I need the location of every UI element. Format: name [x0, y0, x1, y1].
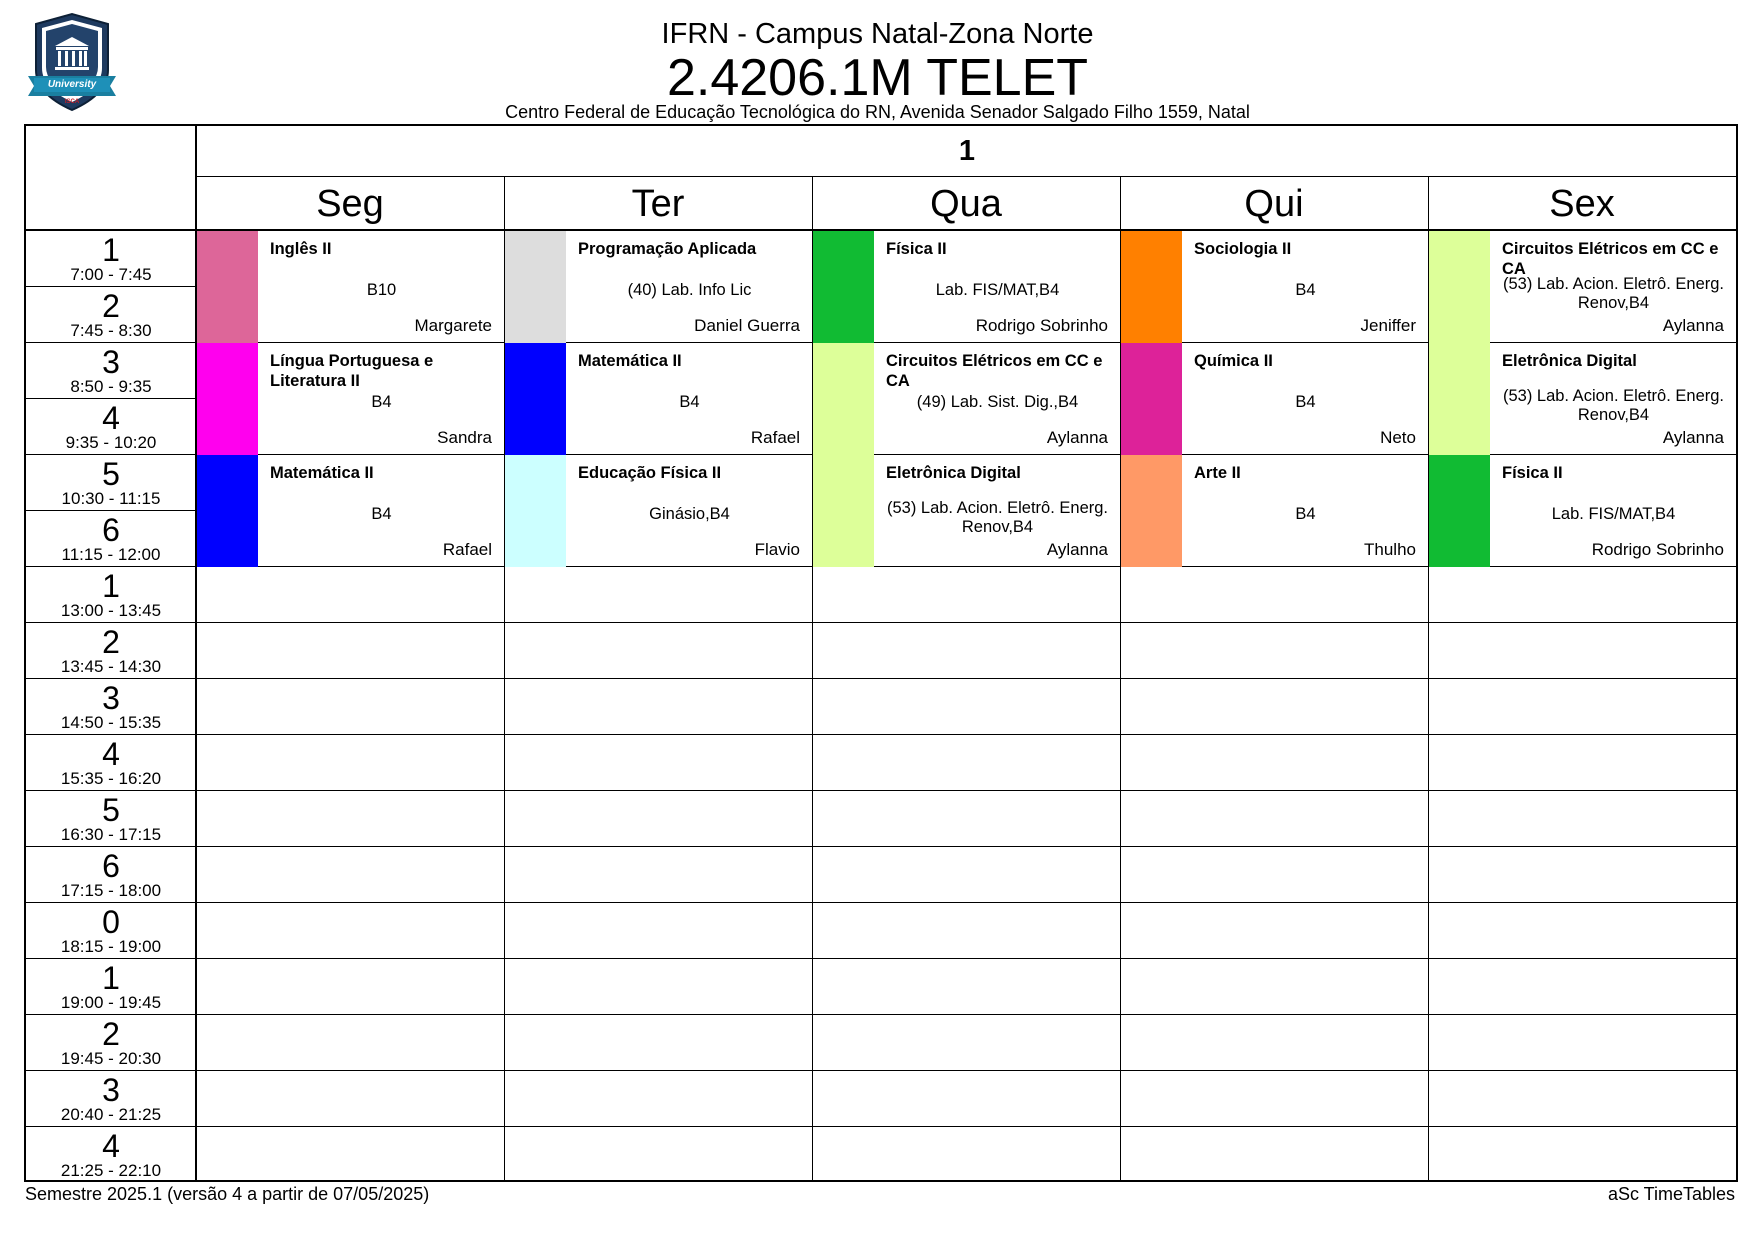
- period-number: 4: [102, 736, 120, 772]
- period-number: 2: [102, 624, 120, 660]
- period-number: 5: [102, 456, 120, 492]
- period-label: [26, 734, 196, 790]
- period-number: 0: [102, 904, 120, 940]
- period-label: [26, 510, 196, 566]
- lesson-teacher: Rafael: [442, 540, 492, 559]
- period-label: [26, 622, 196, 678]
- lesson-teacher: Thulho: [1364, 540, 1416, 559]
- period-label: [26, 902, 196, 958]
- lesson-teacher: Sandra: [437, 428, 492, 447]
- period-time: 11:15 - 12:00: [61, 545, 161, 564]
- subject-color-swatch: [1121, 455, 1182, 567]
- day-header-sex: Sex: [1549, 182, 1615, 225]
- lesson-room: (49) Lab. Sist. Dig.,B4: [916, 393, 1079, 411]
- lesson-subject: Inglês II: [270, 240, 332, 258]
- lesson-teacher: Aylanna: [1046, 540, 1108, 559]
- period-row-divider: [24, 790, 1738, 791]
- period-label: [26, 790, 196, 846]
- period-label: [26, 454, 196, 510]
- period-time: 9:35 - 10:20: [65, 433, 157, 452]
- day-header-ter: Ter: [631, 182, 685, 225]
- period-number: 2: [102, 288, 120, 324]
- lesson-subject: Circuitos Elétricos em CC e CA: [1502, 240, 1719, 278]
- lesson-teacher: Aylanna: [1662, 428, 1724, 447]
- footer-version: Semestre 2025.1 (versão 4 a partir de 07/05/2025): [25, 1184, 430, 1204]
- period-number: 3: [102, 344, 120, 380]
- day-header-seg: Seg: [316, 182, 384, 225]
- lesson-card[interactable]: [505, 231, 812, 343]
- lesson-room: B4: [371, 393, 392, 411]
- lesson-card[interactable]: [197, 343, 504, 455]
- period-row-divider: [24, 734, 1738, 735]
- lesson-card[interactable]: [505, 343, 812, 455]
- period-number: 6: [102, 848, 120, 884]
- period-number: 5: [102, 792, 120, 828]
- class-title: 2.4206.1M TELET: [666, 49, 1089, 107]
- lesson-card[interactable]: [1429, 231, 1736, 343]
- lesson-subject: Eletrônica Digital: [1502, 352, 1637, 370]
- period-number: 1: [102, 232, 120, 268]
- period-time: 19:45 - 20:30: [60, 1049, 162, 1068]
- period-number: 4: [102, 400, 120, 436]
- lesson-card[interactable]: [197, 231, 504, 343]
- lesson-room: Ginásio,B4: [649, 505, 730, 523]
- period-number: 3: [102, 1072, 120, 1108]
- day-header-qui: Qui: [1244, 182, 1304, 225]
- week-label: 1: [958, 134, 976, 167]
- period-label: [26, 398, 196, 454]
- period-row-divider: [24, 846, 1738, 847]
- school-address: Centro Federal de Educação Tecnológica do RN, Avenida Senador Salgado Filho 1559, Natal: [505, 102, 1250, 122]
- lesson-room: B4: [679, 393, 700, 411]
- lesson-card[interactable]: [505, 455, 812, 567]
- lesson-card[interactable]: [1121, 343, 1428, 455]
- lesson-subject: Arte II: [1194, 464, 1241, 482]
- period-time: 21:25 - 22:10: [60, 1161, 162, 1180]
- subject-color-swatch: [1121, 343, 1182, 455]
- subject-color-swatch: [197, 231, 258, 343]
- lesson-room: (53) Lab. Acion. Eletrô. Energ. Renov,B4: [1502, 387, 1725, 424]
- period-time: 13:45 - 14:30: [60, 657, 162, 676]
- lesson-teacher: Rafael: [750, 428, 800, 447]
- lesson-card[interactable]: [197, 455, 504, 567]
- lesson-subject: Matemática II: [578, 352, 682, 370]
- logo-text: University: [47, 79, 97, 90]
- period-time: 8:50 - 9:35: [70, 377, 152, 396]
- period-label: [26, 958, 196, 1014]
- period-label: [26, 678, 196, 734]
- period-row-divider: [24, 958, 1738, 959]
- period-time: 7:45 - 8:30: [70, 321, 152, 340]
- subject-color-swatch: [1429, 231, 1490, 343]
- lesson-room: B10: [366, 281, 397, 299]
- subject-color-swatch: [813, 455, 874, 567]
- week-divider: [196, 176, 1738, 177]
- lesson-subject: Programação Aplicada: [578, 240, 757, 258]
- period-number: 4: [102, 1128, 120, 1164]
- subject-color-swatch: [505, 231, 566, 343]
- period-label: [26, 342, 196, 398]
- period-number: 2: [102, 1016, 120, 1052]
- lesson-subject: Circuitos Elétricos em CC e CA: [886, 352, 1103, 390]
- lesson-subject: Eletrônica Digital: [886, 464, 1021, 482]
- period-time: 16:30 - 17:15: [60, 825, 162, 844]
- lesson-room: Lab. FIS/MAT,B4: [1551, 505, 1676, 523]
- period-time: 18:15 - 19:00: [60, 937, 162, 956]
- period-label: [26, 1070, 196, 1126]
- subject-color-swatch: [505, 455, 566, 567]
- day-header-qua: Qua: [930, 182, 1002, 225]
- lesson-card[interactable]: [813, 231, 1120, 343]
- period-label: [26, 1014, 196, 1070]
- subject-color-swatch: [1429, 455, 1490, 567]
- lesson-room: B4: [1295, 505, 1316, 523]
- lesson-teacher: Rodrigo Sobrinho: [975, 316, 1108, 335]
- period-number: 1: [102, 568, 120, 604]
- lesson-room: (40) Lab. Info Lic: [627, 281, 752, 299]
- subject-color-swatch: [197, 343, 258, 455]
- lesson-room: (53) Lab. Acion. Eletrô. Energ. Renov,B4: [886, 499, 1109, 536]
- lesson-subject: Língua Portuguesa e Literatura II: [270, 352, 434, 390]
- period-label: [26, 846, 196, 902]
- lesson-teacher: Aylanna: [1046, 428, 1108, 447]
- period-row-divider: [24, 902, 1738, 903]
- period-row-divider: [24, 678, 1738, 679]
- lesson-room: B4: [1295, 393, 1316, 411]
- lesson-teacher: Daniel Guerra: [694, 316, 800, 335]
- lesson-teacher: Jeniffer: [1360, 316, 1416, 335]
- school-name: IFRN - Campus Natal-Zona Norte: [661, 18, 1094, 50]
- lesson-room: Lab. FIS/MAT,B4: [935, 281, 1060, 299]
- lesson-subject: Sociologia II: [1194, 240, 1292, 258]
- period-row-divider: [24, 622, 1738, 623]
- period-number: 1: [102, 960, 120, 996]
- lesson-teacher: Rodrigo Sobrinho: [1591, 540, 1724, 559]
- period-row-divider: [24, 1126, 1738, 1127]
- logo-subtext: ISCA: [64, 99, 80, 105]
- lesson-card[interactable]: [1121, 231, 1428, 343]
- period-row-divider: [24, 1014, 1738, 1015]
- period-time: 15:35 - 16:20: [60, 769, 162, 788]
- lesson-subject: Educação Física II: [578, 464, 722, 482]
- lesson-card[interactable]: [1429, 343, 1736, 455]
- period-time: 19:00 - 19:45: [60, 993, 162, 1012]
- lesson-subject: Física II: [1502, 464, 1563, 482]
- lesson-card[interactable]: [1121, 455, 1428, 567]
- lesson-subject: Física II: [886, 240, 947, 258]
- subject-color-swatch: [1121, 231, 1182, 343]
- lesson-card[interactable]: [813, 455, 1120, 567]
- subject-color-swatch: [1429, 343, 1490, 455]
- lesson-room: (53) Lab. Acion. Eletrô. Energ. Renov,B4: [1502, 275, 1725, 312]
- footer-software: aSc TimeTables: [1607, 1184, 1735, 1204]
- period-label: [26, 230, 196, 286]
- period-row-divider: [24, 1070, 1738, 1071]
- period-time: 17:15 - 18:00: [60, 881, 162, 900]
- period-time: 20:40 - 21:25: [60, 1105, 162, 1124]
- lesson-teacher: Aylanna: [1662, 316, 1724, 335]
- period-time: 14:50 - 15:35: [60, 713, 162, 732]
- period-time: 7:00 - 7:45: [70, 265, 152, 284]
- period-number: 6: [102, 512, 120, 548]
- lesson-subject: Matemática II: [270, 464, 374, 482]
- subject-color-swatch: [505, 343, 566, 455]
- lesson-subject: Química II: [1194, 352, 1273, 370]
- period-time: 13:00 - 13:45: [60, 601, 162, 620]
- period-number: 3: [102, 680, 120, 716]
- lesson-teacher: Margarete: [414, 316, 492, 335]
- period-label: [26, 1126, 196, 1182]
- lesson-teacher: Neto: [1380, 428, 1416, 447]
- period-label: [26, 566, 196, 622]
- subject-color-swatch: [197, 455, 258, 567]
- subject-color-swatch: [813, 343, 874, 455]
- lesson-teacher: Flavio: [754, 540, 800, 559]
- lesson-card[interactable]: [813, 343, 1120, 455]
- lesson-room: B4: [1295, 281, 1316, 299]
- lesson-room: B4: [371, 505, 392, 523]
- lesson-card[interactable]: [1429, 455, 1736, 567]
- period-time: 10:30 - 11:15: [61, 489, 161, 508]
- subject-color-swatch: [813, 231, 874, 343]
- period-label: [26, 286, 196, 342]
